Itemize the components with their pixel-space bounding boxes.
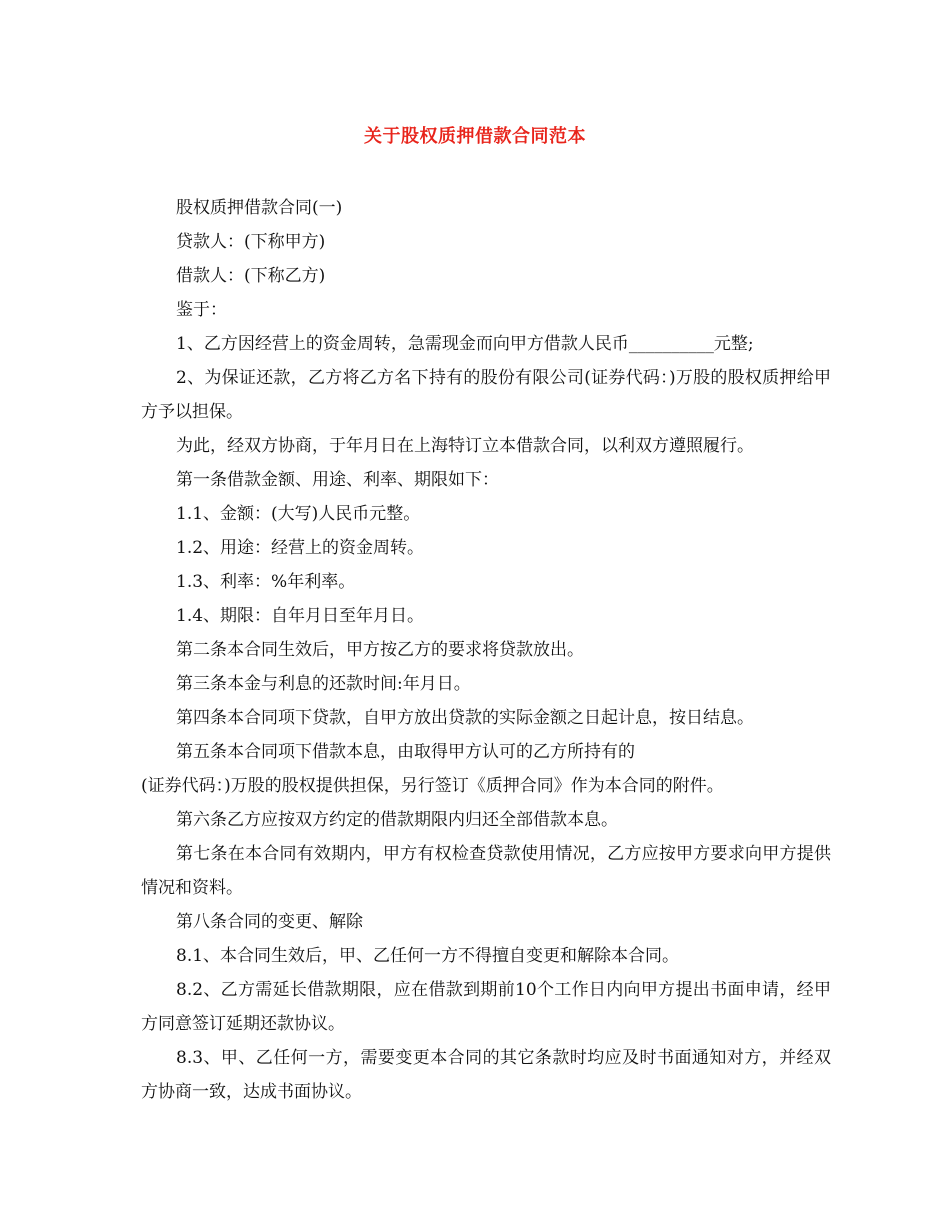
paragraph-8-3: 8.3、甲、乙任何一方，需要变更本合同的其它条款时均应及时书面通知对方，并经双方协商一致，达成书面协议。 [141, 1048, 831, 1102]
paragraph-1-3: 1.3、利率：%年利率。 [176, 572, 356, 592]
paragraph-1-1: 1.1、金额：(大写)人民币元整。 [176, 504, 421, 524]
paragraph-8-1: 8.1、本合同生效后，甲、乙任何一方不得擅自变更和解除本合同。 [176, 946, 680, 966]
document-body [141, 191, 831, 1109]
paragraph-1-2: 1.2、用途：经营上的资金周转。 [176, 538, 425, 558]
paragraph-whereas: 鉴于： [176, 300, 227, 320]
paragraph-article-2: 第二条本合同生效后，甲方按乙方的要求将贷款放出。 [176, 640, 584, 660]
paragraph-lender: 贷款人：(下称甲方) [176, 232, 326, 252]
paragraph-article-5-cont: (证券代码：)万股的股权提供担保，另行签订《质押合同》作为本合同的附件。 [141, 776, 724, 796]
paragraph-article-8: 第八条合同的变更、解除 [176, 912, 363, 932]
paragraph-article-4: 第四条本合同项下贷款，自甲方放出贷款的实际金额之日起计息，按日结息。 [176, 708, 754, 728]
paragraph-1-4: 1.4、期限：自年月日至年月日。 [176, 606, 425, 626]
paragraph-article-6: 第六条乙方应按双方约定的借款期限内归还全部借款本息。 [176, 810, 618, 830]
paragraph-article-1: 第一条借款金额、用途、利率、期限如下： [176, 470, 499, 490]
paragraph-article-3: 第三条本金与利息的还款时间:年月日。 [176, 674, 471, 694]
paragraph-article-5: 第五条本合同项下借款本息，由取得甲方认可的乙方所持有的 [176, 742, 635, 762]
paragraph-recital-2: 2、为保证还款，乙方将乙方名下持有的股份有限公司(证券代码：)万股的股权质押给甲方予以担保。 [141, 368, 831, 422]
paragraph-article-7: 第七条在本合同有效期内，甲方有权检查贷款使用情况，乙方应按甲方要求向甲方提供情况和资料。 [141, 844, 831, 898]
paragraph-heading: 股权质押借款合同(一) [176, 198, 343, 218]
paragraph-8-2: 8.2、乙方需延长借款期限，应在借款到期前10个工作日内向甲方提出书面申请，经甲方同意签订延期还款协议。 [141, 980, 831, 1034]
document-title: 关于股权质押借款合同范本 [364, 126, 586, 147]
paragraph-agreement: 为此，经双方协商，于年月日在上海特订立本借款合同，以利双方遵照履行。 [176, 436, 754, 456]
paragraph-recital-1: 1、乙方因经营上的资金周转，急需现金而向甲方借款人民币__________元整; [176, 334, 754, 354]
paragraph-borrower: 借款人：(下称乙方) [176, 266, 326, 286]
